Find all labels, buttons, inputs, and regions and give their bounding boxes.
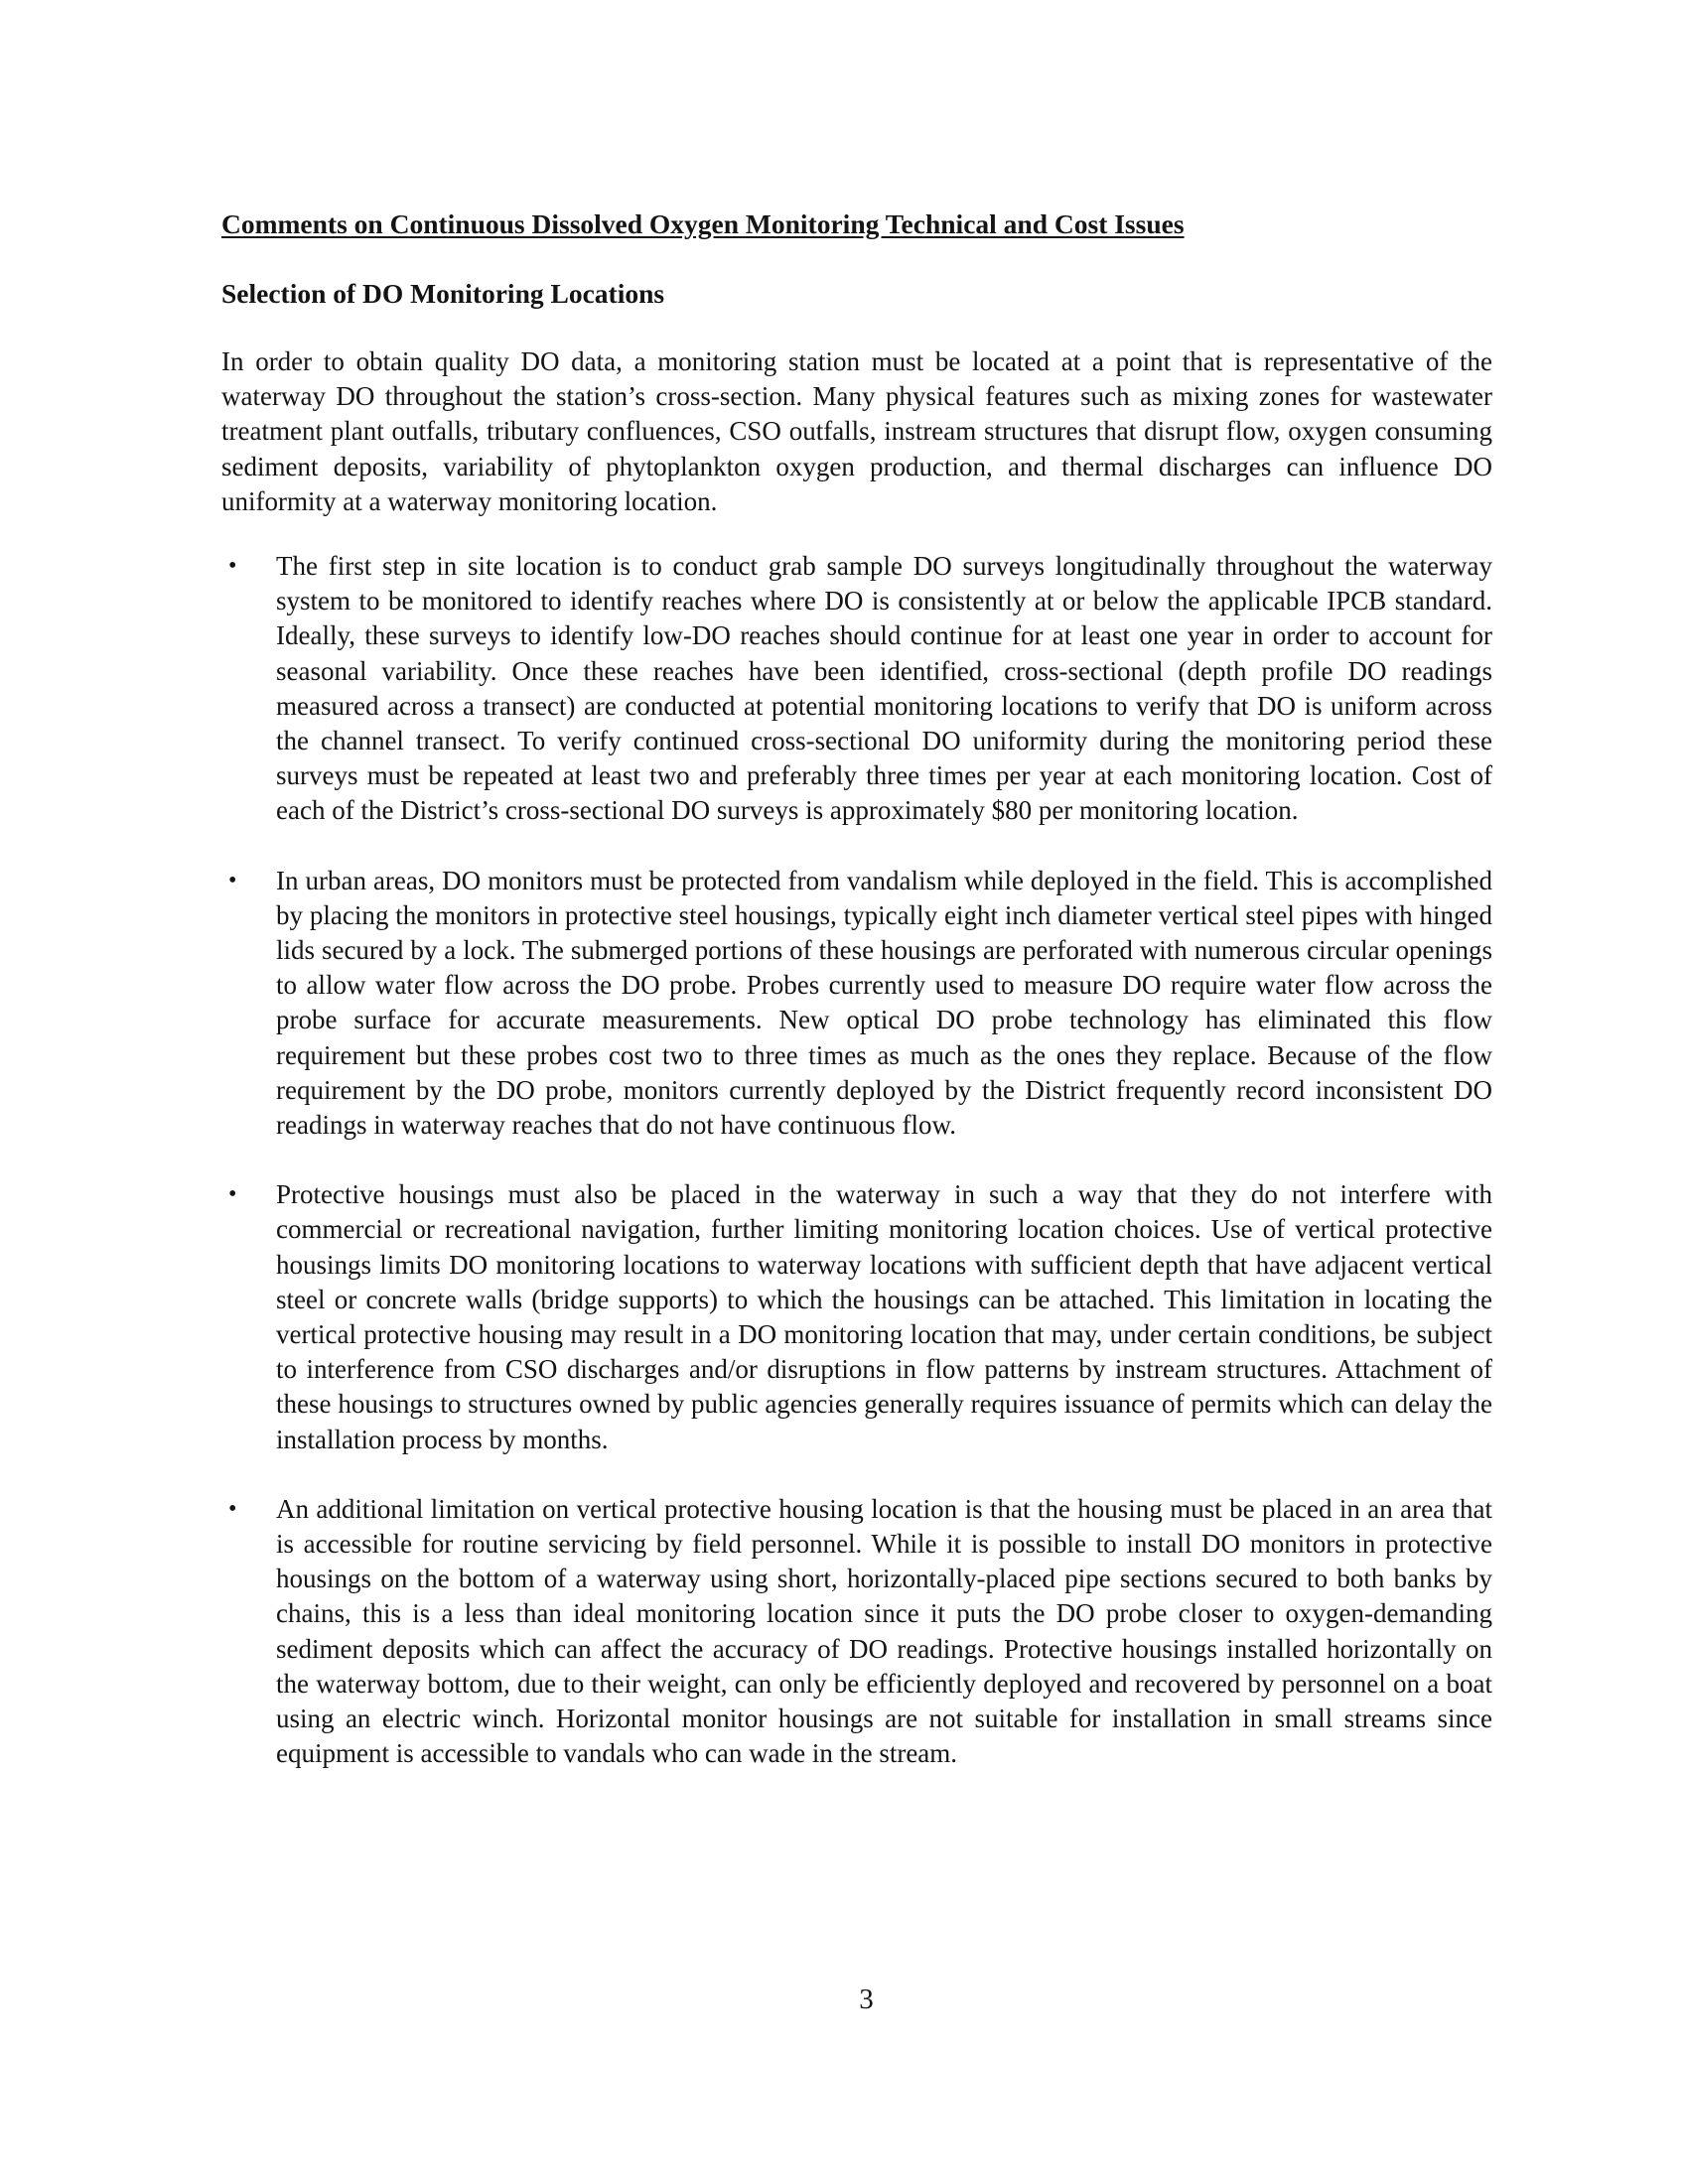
section-heading: Selection of DO Monitoring Locations <box>221 278 665 309</box>
bullet-item <box>221 1492 1492 1772</box>
bullet-text: The first step in site location is to conduct grab sample DO surveys longitudinally throughout the waterway system to be monitored to identify reaches where DO is consistently at or below the applicable IPCB standard. Ideally, these surveys to identify low-DO reaches should continue for at least one year in order to account for seasonal variability. Once these reaches have been identified, cross-sectional (depth profile DO readings measured across a transect) are conducted at potential monitoring locations to verify that DO is uniform across the channel transect. To verify continued cross-sectional DO uniformity during the monitoring period these surveys must be repeated at least two and preferably three times per year at each monitoring location. Cost of each of the District’s cross-sectional DO surveys is approximately $80 per monitoring location. <box>276 551 1492 826</box>
bullet-text: In urban areas, DO monitors must be protected from vandalism while deployed in the field. This is accomplished by placing the monitors in protective steel housings, typically eight inch diameter vertical steel pipes with hinged lids secured by a lock. The submerged portions of these housings are perforated with numerous circular openings to allow water flow across the DO probe. Probes currently used to measure DO require water flow across the probe surface for accurate measurements. New optical DO probe technology has eliminated this flow requirement but these probes cost two to three times as much as the ones they replace. Because of the flow requirement by the DO probe, monitors currently deployed by the District frequently record inconsistent DO readings in waterway reaches that do not have continuous flow. <box>276 865 1492 1141</box>
bullet-list <box>221 549 1492 1807</box>
page-number: 3 <box>859 1983 874 2015</box>
intro-paragraph: In order to obtain quality DO data, a monitoring station must be located at a point that is representative of the waterway DO throughout the station’s cross-section. Many physical features such as mixing zones for wastewater treatment plant outfalls, tributary confluences, CSO outfalls, instream structures that disrupt flow, oxygen consuming sediment deposits, variability of phytoplankton oxygen production, and thermal discharges can influence DO uniformity at a waterway monitoring location. <box>221 346 1492 516</box>
document-title: Comments on Continuous Dissolved Oxygen Monitoring Technical and Cost Issues <box>221 208 1185 239</box>
bullet-marker: • <box>228 1181 237 1208</box>
bullet-text: Protective housings must also be placed in the waterway in such a way that they do not interfere with commercial or recreational navigation, further limiting monitoring location choices. Use of vertical protective housings limits DO monitoring locations to waterway locations with sufficient depth that have adjacent vertical steel or concrete walls (bridge supports) to which the housings can be attached. This limitation in locating the vertical protective housing may result in a DO monitoring location that may, under certain conditions, be subject to interference from CSO discharges and/or disruptions in flow patterns by instream structures. Attachment of these housings to structures owned by public agencies generally requires issuance of permits which can delay the installation process by months. <box>276 1179 1492 1454</box>
bullet-marker: • <box>228 867 237 893</box>
bullet-text: An additional limitation on vertical protective housing location is that the housing must be placed in an area that is accessible for routine servicing by field personnel. While it is possible to install DO monitors in protective housings on the bottom of a waterway using short, horizontally-placed pipe sections secured to both banks by chains, this is a less than ideal monitoring location since it puts the DO probe closer to oxygen-demanding sediment deposits which can affect the accuracy of DO readings. Protective housings installed horizontally on the waterway bottom, due to their weight, can only be efficiently deployed and recovered by personnel on a boat using an electric winch. Horizontal monitor housings are not suitable for installation in small streams since equipment is accessible to vandals who can wade in the stream. <box>276 1493 1492 1769</box>
bullet-item <box>221 549 1492 829</box>
bullet-item <box>221 1177 1492 1457</box>
bullet-item <box>221 864 1492 1144</box>
bullet-marker: • <box>228 553 237 579</box>
bullet-marker: • <box>228 1495 237 1522</box>
